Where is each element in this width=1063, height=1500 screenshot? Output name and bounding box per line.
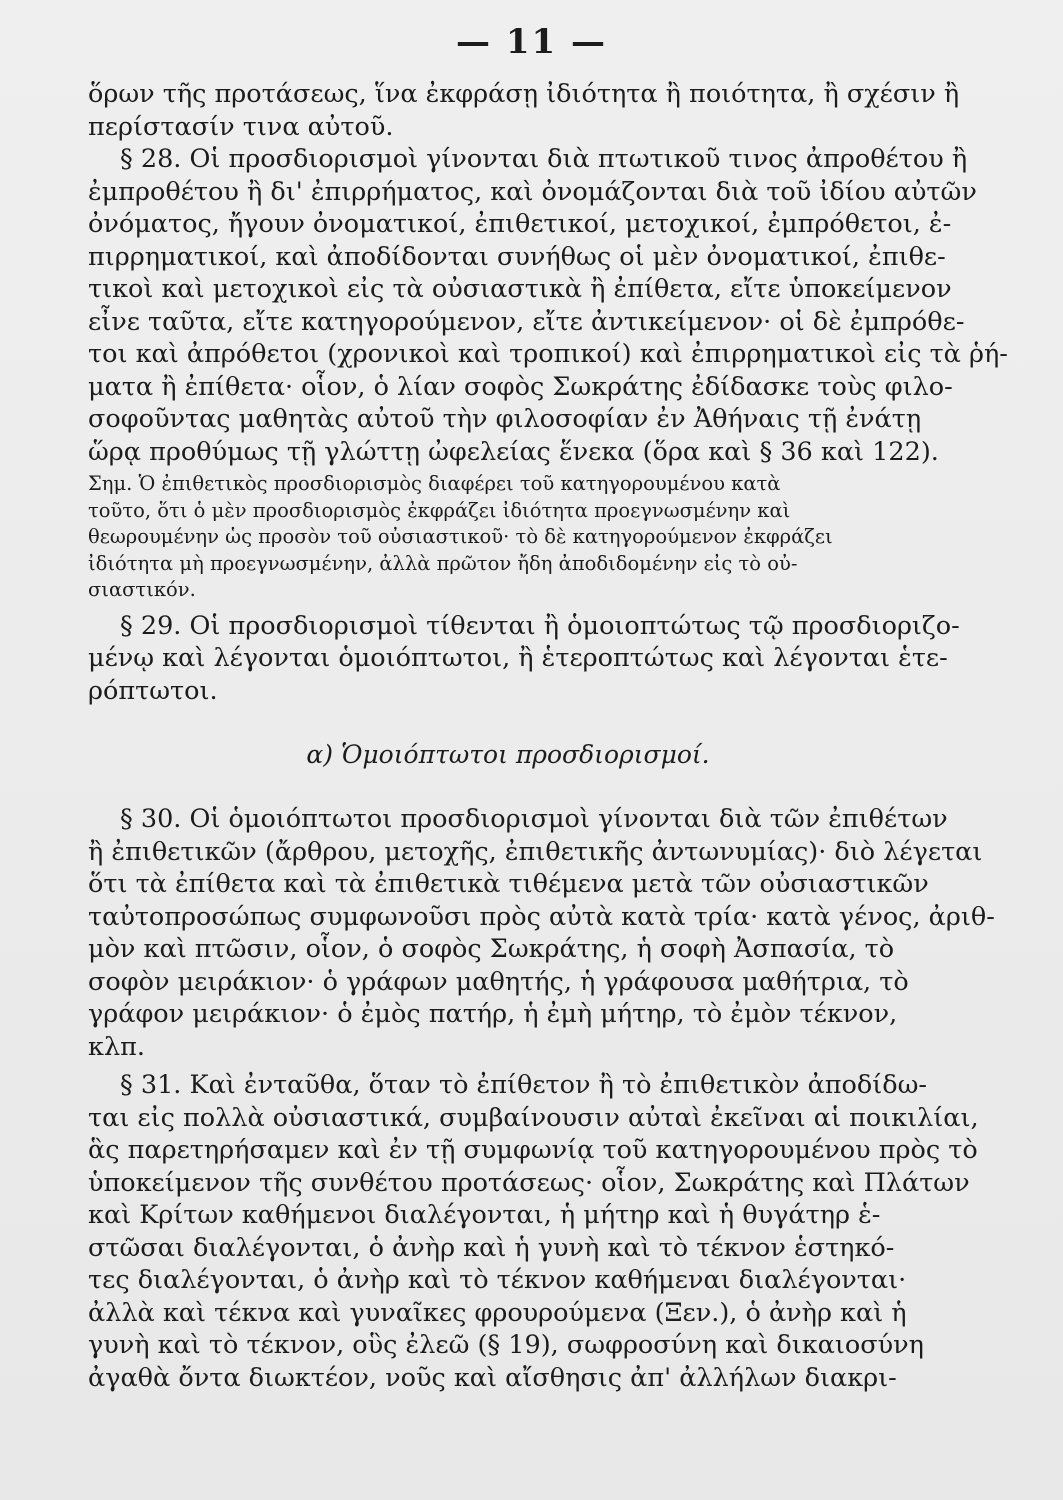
- section-28-start: § 28. Οἱ προσδιορισμοὶ γίνονται διὰ πτωτικοῦ τινος ἀπροθέτου ἢ: [120, 144, 968, 174]
- text-line: ται εἰς πολλὰ οὐσιαστικά, συμβαίνουσιν αὐταὶ ἐκεῖναι αἱ ποικιλίαι,: [88, 1102, 979, 1133]
- text-line: τες διαλέγονται, ὁ ἀνὴρ καὶ τὸ τέκνον καθήμεναι διαλέγονται·: [88, 1265, 907, 1295]
- text-line: ὑποκείμενον τῆς συνθέτου προτάσεως· οἷον, Σωκράτης καὶ Πλάτων: [88, 1167, 970, 1198]
- text-line: ἀλλὰ καὶ τέκνα καὶ γυναῖκες φρουρούμενα (Ξεν.), ὁ ἀνὴρ καὶ ἡ: [88, 1297, 907, 1328]
- section-heading: α) Ὁμοιόπτωτοι προσδιορισμοί.: [306, 740, 710, 769]
- text-line: σοφὸν μειράκιον· ὁ γράφων μαθητής, ἡ γράφουσα μαθήτρια, τὸ: [88, 966, 909, 997]
- text-line: τικοὶ καὶ μετοχικοὶ εἰς τὰ οὐσιαστικὰ ἢ ἐπίθετα, εἴτε ὑποκείμενον: [88, 274, 952, 304]
- text-line: μένῳ καὶ λέγονται ὁμοιόπτωτοι, ἢ ἑτεροπτώτως καὶ λέγονται ἑτε-: [88, 643, 948, 673]
- section-29-start: § 29. Οἱ προσδιορισμοὶ τίθενται ἢ ὁμοιοπτώτως τῷ προσδιοριζο-: [120, 610, 960, 641]
- section-30-start: § 30. Οἱ ὁμοιόπτωτοι προσδιορισμοὶ γίνονται διὰ τῶν ἐπιθέτων: [120, 804, 948, 834]
- text-line: τοι καὶ ἀπρόθετοι (χρονικοὶ καὶ τροπικοί) καὶ ἐπιρρηματικοὶ εἰς τὰ ῥή-: [88, 339, 1008, 369]
- note-line: σιαστικόν.: [88, 578, 196, 601]
- spacer: [88, 771, 988, 803]
- text-line: ὅτι τὰ ἐπίθετα καὶ τὰ ἐπιθετικὰ τιθέμενα μετὰ τῶν οὐσιαστικῶν: [88, 869, 929, 899]
- text-line: σοφοῦντας μαθητὰς αὐτοῦ τὴν φιλοσοφίαν ἐν Ἀθήναις τῇ ἐνάτῃ: [88, 404, 922, 434]
- page-body: [88, 78, 1008, 1394]
- text-line: ρόπτωτοι.: [88, 675, 218, 706]
- text-line: ἢ ἐπιθετικῶν (ἄρθρου, μετοχῆς, ἐπιθετικῆς ἀντωνυμίας)· διὸ λέγεται: [88, 836, 983, 867]
- text-line: γυνὴ καὶ τὸ τέκνον, οὓς ἐλεῶ (§ 19), σωφροσύνη καὶ δικαιοσύνη: [88, 1330, 924, 1360]
- text-line: περίστασίν τινα αὐτοῦ.: [88, 111, 394, 142]
- text-line: στῶσαι διαλέγονται, ὁ ἀνὴρ καὶ ἡ γυνὴ καὶ τὸ τέκνον ἑστηκό-: [88, 1232, 895, 1263]
- text-line: ματα ἢ ἐπίθετα· οἷον, ὁ λίαν σοφὸς Σωκράτης ἐδίδασκε τοὺς φιλο-: [88, 371, 953, 402]
- note-line: θεωρουμένην ὡς προσὸν τοῦ οὐσιαστικοῦ· τὸ δὲ κατηγορούμενον ἐκφράζει: [88, 525, 833, 548]
- text-line: ἀγαθὰ ὄντα διωκτέον, νοῦς καὶ αἴσθησις ἀπ' ἀλλήλων διακρι-: [88, 1362, 897, 1393]
- note-line: τοῦτο, ὅτι ὁ μὲν προσδιορισμὸς ἐκφράζει ἰδιότητα προεγνωσμένην καὶ: [88, 498, 791, 522]
- text-line: μὸν καὶ πτῶσιν, οἷον, ὁ σοφὸς Σωκράτης, ἡ σοφὴ Ἀσπασία, τὸ: [88, 934, 895, 964]
- text-line: ὥρᾳ προθύμως τῇ γλώττῃ ὠφελείας ἕνεκα (ὅρα καὶ § 36 καὶ 122).: [88, 436, 939, 467]
- text-line: γράφον μειράκιον· ὁ ἐμὸς πατήρ, ἡ ἐμὴ μήτηρ, τὸ ἐμὸν τέκνον,: [88, 999, 898, 1029]
- spacer: [88, 707, 988, 739]
- text-line: εἶνε ταῦτα, εἴτε κατηγορούμενον, εἴτε ἀντικείμενον· οἱ δὲ ἐμπρόθε-: [88, 306, 965, 337]
- text-line: κλπ.: [88, 1031, 145, 1062]
- text-line: ταὐτοπροσώπως συμφωνοῦσι πρὸς αὐτὰ κατὰ τρία· κατὰ γένος, ἀριθ-: [88, 901, 995, 932]
- text-line: ὀνόματος, ἤγουν ὀνοματικοί, ἐπιθετικοί, μετοχικοί, ἐμπρόθετοι, ἐ-: [88, 209, 952, 239]
- note-line: ἰδιότητα μὴ προεγνωσμένην, ἀλλὰ πρῶτον ἤδη ἀποδιδομένην εἰς τὸ οὐ-: [88, 551, 798, 575]
- note-line: Σημ. Ὁ ἐπιθετικὸς προσδιορισμὸς διαφέρει τοῦ κατηγορουμένου κατὰ: [88, 472, 781, 495]
- text-line: ἐμπροθέτου ἢ δι' ἐπιρρήματος, καὶ ὀνομάζονται διὰ τοῦ ἰδίου αὐτῶν: [88, 176, 977, 207]
- text-line: πιρρηματικοί, καὶ ἀποδίδονται συνήθως οἱ μὲν ὀνοματικοί, ἐπιθε-: [88, 241, 946, 272]
- text-line: ἃς παρετηρήσαμεν καὶ ἐν τῇ συμφωνίᾳ τοῦ κατηγορουμένου πρὸς τὸ: [88, 1135, 978, 1165]
- text-line: ὅρων τῆς προτάσεως, ἵνα ἐκφράσῃ ἰδιότητα ἢ ποιότητα, ἢ σχέσιν ἢ: [88, 79, 960, 109]
- text-line: καὶ Κρίτων καθήμενοι διαλέγονται, ἡ μήτηρ καὶ ἡ θυγάτηρ ἑ-: [88, 1200, 881, 1230]
- section-31-start: § 31. Καὶ ἐνταῦθα, ὅταν τὸ ἐπίθετον ἢ τὸ ἐπιθετικὸν ἀποδίδω-: [120, 1070, 928, 1100]
- page-number: — 11 —: [456, 22, 607, 62]
